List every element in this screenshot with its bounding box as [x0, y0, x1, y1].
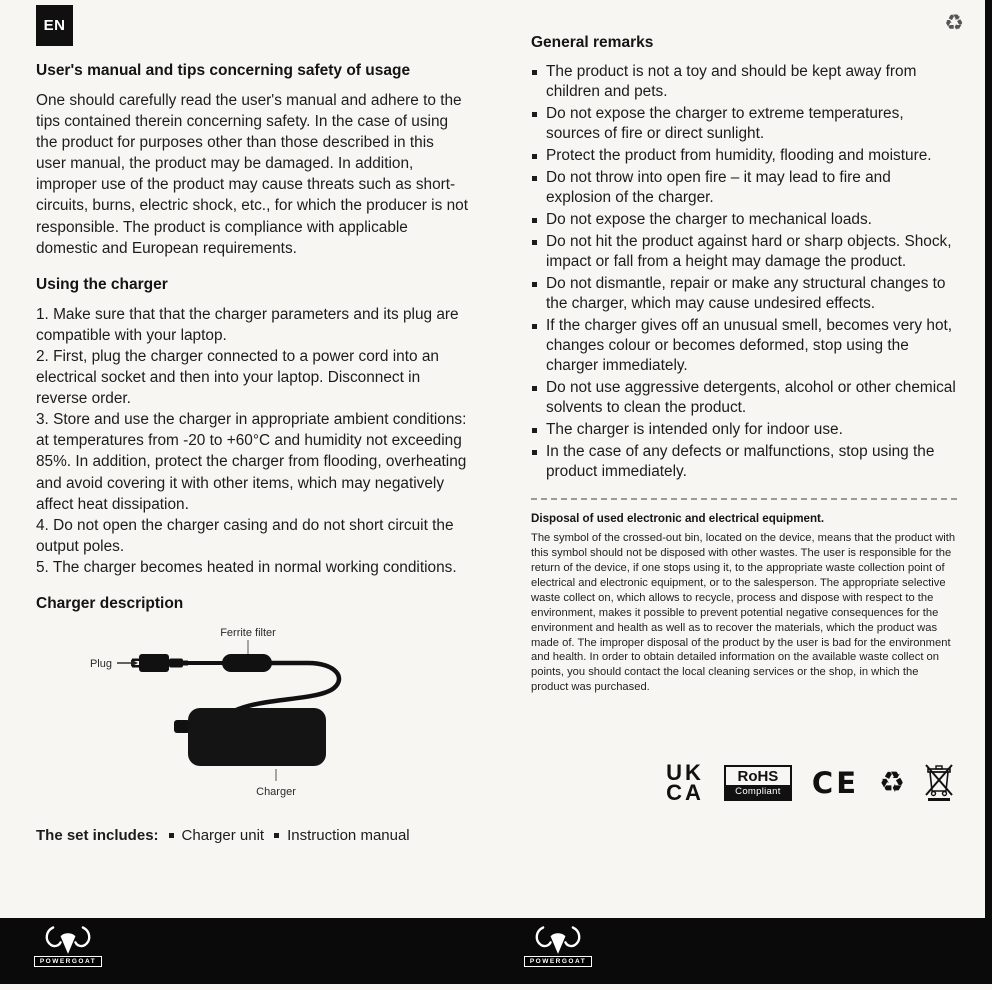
- using-item: 3. Store and use the charger in appropriate ambient conditions: at temperatures from -20 to +60°C and humidity not exceeding 85%. In addition, protect the charger from flooding, overheating and avoid covering it with other items, which may negatively affect heat dissipation.: [36, 411, 467, 513]
- using-item: 2. First, plug the charger connected to a power cord into an electrical socket and then into your laptop. Disconnect in reverse order.: [36, 347, 439, 408]
- general-remark-item: Do not throw into open fire – it may lead to fire and explosion of the charger.: [531, 168, 957, 208]
- rohs-name: RoHS: [737, 768, 779, 786]
- set-includes-label: The set includes:: [36, 826, 159, 844]
- general-remark-item: Do not use aggressive detergents, alcohol or other chemical solvents to clean the product.: [531, 378, 957, 418]
- footer-bar: [0, 918, 992, 984]
- brand-name: POWERGOAT: [34, 956, 102, 967]
- ferrite-filter: [222, 654, 272, 672]
- using-item: 4. Do not open the charger casing and do not short circuit the output poles.: [36, 516, 454, 555]
- goat-emblem-icon: [531, 924, 585, 958]
- general-remark-item: Do not expose the charger to mechanical loads.: [531, 210, 957, 230]
- charger-diagram: [36, 623, 376, 805]
- dashed-divider: [531, 498, 957, 500]
- set-includes: [36, 827, 468, 844]
- language-badge: [36, 5, 73, 46]
- general-remarks-list: [531, 62, 957, 482]
- brand-logo: [518, 924, 598, 967]
- general-remark-item: Protect the product from humidity, flooding and moisture.: [531, 146, 957, 166]
- disposal-body: The symbol of the crossed-out bin, located on the device, means that the product with this symbol should not be disposed with other wastes. The user is responsible for the return of the device, if one stops using it, to the appropriate waste collection point of electrical and electronic equipment, or to the salesperson. The appropriate selective waste collect on, which allows to recycle, process and dispose with respect to the environment, makes it possible to prevent potential negative consequences for the environment and health as well as to recover the materials, which the product was made of. The improper disposal of the product by the user is bad for the environment and health. In order to obtain detailed information on the available waste collect on points, you should contact the local cleaning services or the shop, in which the product was purchased.: [531, 532, 956, 694]
- general-remark-item: Do not hit the product against hard or sharp objects. Shock, impact or fall from a height may damage the product.: [531, 232, 957, 272]
- ukca-line2: CA: [666, 780, 704, 806]
- charger-description-title: Charger description: [36, 594, 184, 612]
- ce-mark: CE: [811, 766, 859, 801]
- general-remark-item: Do not expose the charger to extreme temperatures, sources of fire or direct sunlight.: [531, 104, 957, 144]
- plug-label: Plug: [89, 657, 112, 670]
- compliance-marks: [531, 760, 957, 806]
- weee-crossed-bin-icon: [925, 763, 953, 803]
- brand-logo: [28, 924, 108, 967]
- general-remark-item: The product is not a toy and should be kept away from children and pets.: [531, 62, 957, 102]
- scan-edge: [985, 0, 992, 918]
- ukca-mark: [666, 760, 704, 806]
- ukca-line1: UK: [666, 760, 704, 786]
- safety-title: User's manual and tips concerning safety of usage: [36, 62, 411, 79]
- using-title: Using the charger: [36, 275, 168, 293]
- left-column: [36, 62, 468, 844]
- disposal-title: Disposal of used electronic and electrical equipment.: [531, 512, 825, 526]
- general-remark-item: If the charger gives off an unusual smell, becomes very hot, changes colour or becomes deformed, stop using the charger immediately.: [531, 316, 957, 376]
- using-item: 5. The charger becomes heated in normal working conditions.: [36, 558, 457, 576]
- general-remarks-title: General remarks: [531, 34, 654, 51]
- charger-brick: [188, 708, 326, 766]
- goat-emblem-icon: [41, 924, 95, 958]
- rohs-mark: [724, 765, 792, 801]
- general-remark-item: In the case of any defects or malfunctions, stop using the product immediately.: [531, 442, 957, 482]
- set-includes-item: Charger unit: [169, 827, 265, 844]
- language-badge-label: EN: [43, 17, 66, 34]
- recycle-mark-icon: ♻: [879, 766, 905, 799]
- using-list: [36, 304, 468, 578]
- safety-body: One should carefully read the user's manual and adhere to the tips contained therein concerning safety. In the case of using the product for purposes other than those described in this user manual, the product may be damaged. In addition, improper use of the product may cause threats such as short-circuits, burns, electric shock, etc., for which the producer is not responsible. The product is compliance with applicable domestic and European requirements.: [36, 92, 468, 257]
- general-remark-item: The charger is intended only for indoor use.: [531, 420, 957, 440]
- plug-connector: [139, 654, 169, 672]
- ferrite-filter-label: Ferrite filter: [220, 626, 276, 639]
- set-includes-item: Instruction manual: [274, 827, 410, 844]
- rohs-compliant-label: Compliant: [726, 785, 790, 799]
- using-item: 1. Make sure that that the charger parameters and its plug are compatible with your laptop.: [36, 305, 459, 344]
- charger-label: Charger: [256, 785, 296, 798]
- right-column: [531, 34, 957, 804]
- brand-name: POWERGOAT: [524, 956, 592, 967]
- general-remark-item: Do not dismantle, repair or make any structural changes to the charger, which may cause undesired effects.: [531, 274, 957, 314]
- recycle-icon: ♻: [944, 10, 964, 35]
